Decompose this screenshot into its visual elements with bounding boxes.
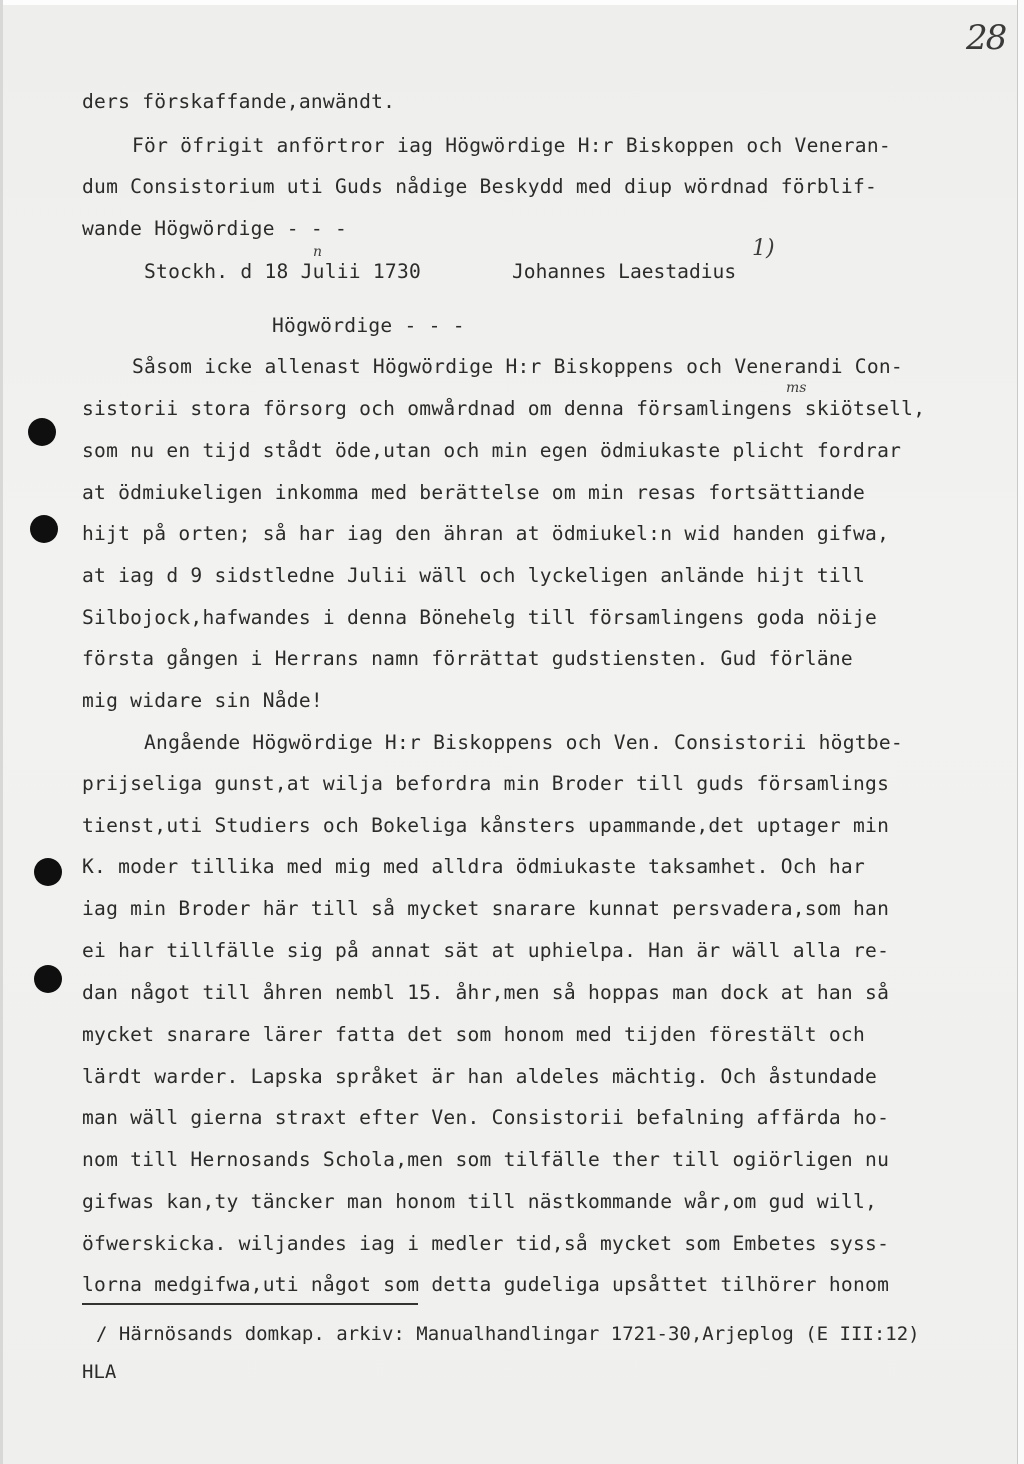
text-line: iag min Broder här till så mycket snarare kunnat persvadera,som han xyxy=(82,897,890,920)
footnote-marker: 1) xyxy=(752,236,775,261)
footnote-divider xyxy=(82,1303,418,1305)
text-line: lorna medgifwa,uti något som detta gudeliga upsåttet tilhörer honom xyxy=(82,1273,890,1296)
scan-edge-right xyxy=(1017,0,1024,1464)
text-line: Angående Högwördige H:r Biskoppens och Ven. Consistorii högtbe- xyxy=(144,731,903,754)
punch-hole xyxy=(34,858,62,886)
punch-hole xyxy=(28,418,56,446)
text-line: mig widare sin Nåde! xyxy=(82,689,323,712)
text-line: at ödmiukeligen inkomma med berättelse om min resas fortsättiande xyxy=(82,481,866,504)
text-line: sistorii stora försorg och omwårdnad om denna församlingens skiötsell, xyxy=(82,397,926,420)
text-line: Såsom icke allenast Högwördige H:r Biskoppens och Venerandi Con- xyxy=(132,355,903,378)
punch-hole xyxy=(34,965,62,993)
text-line: prijseliga gunst,at wilja befordra min Broder till guds församlings xyxy=(82,772,890,795)
text-line: tienst,uti Studiers och Bokeliga kånsters upammande,det uptager min xyxy=(82,814,890,837)
text-line: öfwerskicka. wiljandes iag i medler tid,så mycket som Embetes syss- xyxy=(82,1232,890,1255)
text-line: man wäll gierna straxt efter Ven. Consistorii befalning affärda ho- xyxy=(82,1106,890,1129)
text-line: nom till Hernosands Schola,men som tilfälle ther till ogiörligen nu xyxy=(82,1148,890,1171)
text-line: som nu en tijd stådt öde,utan och min egen ödmiukaste plicht fordrar xyxy=(82,439,902,462)
text-line: ders förskaffande,anwändt. xyxy=(82,90,396,113)
text-line: första gången i Herrans namn förrättat gudstiensten. Gud förläne xyxy=(82,647,853,670)
text-line: dan något till åhren nembl 15. åhr,men så hoppas man dock at han så xyxy=(82,981,890,1004)
footnote-text: / Härnösands domkap. arkiv: Manualhandlingar 1721-30,Arjeplog (E III:12) xyxy=(96,1323,920,1345)
footnote-archive: HLA xyxy=(82,1361,117,1383)
signature-line: Johannes Laestadius xyxy=(512,260,737,283)
handwritten-correction: n xyxy=(313,244,323,260)
text-line: Silbojock,hafwandes i denna Bönehelg till församlingens goda nöije xyxy=(82,606,878,629)
place-date-line: Stockh. d 18 Julii 1730 xyxy=(144,260,422,283)
text-line: K. moder tillika med mig med alldra ödmiukaste taksamhet. Och har xyxy=(82,855,866,878)
text-line: För öfrigit anförtror iag Högwördige H:r Biskoppen och Veneran- xyxy=(132,134,891,157)
text-line: wande Högwördige - - - xyxy=(82,217,348,240)
scan-edge-top xyxy=(0,0,1024,5)
punch-hole xyxy=(30,515,58,543)
text-line: gifwas kan,ty täncker man honom till nästkommande wår,om gud will, xyxy=(82,1190,878,1213)
page-number: 28 xyxy=(966,18,1006,58)
text-line: ei har tillfälle sig på annat sät at uphielpa. Han är wäll alla re- xyxy=(82,939,890,962)
text-line: hijt på orten; så har iag den ähran at ödmiukel:n wid handen gifwa, xyxy=(82,522,890,545)
handwritten-correction: ms xyxy=(786,380,807,396)
text-line: at iag d 9 sidstledne Julii wäll och lyckeligen anlände hijt till xyxy=(82,564,866,587)
text-line: dum Consistorium uti Guds nådige Beskydd med diup wördnad förblif- xyxy=(82,175,878,198)
text-line: mycket snarare lärer fatta det som honom med tijden förestält och xyxy=(82,1023,866,1046)
salutation: Högwördige - - - xyxy=(272,314,465,337)
text-line: lärdt warder. Lapska språket är han aldeles mächtig. Och åstundade xyxy=(82,1065,878,1088)
scan-edge-left xyxy=(0,0,3,1464)
